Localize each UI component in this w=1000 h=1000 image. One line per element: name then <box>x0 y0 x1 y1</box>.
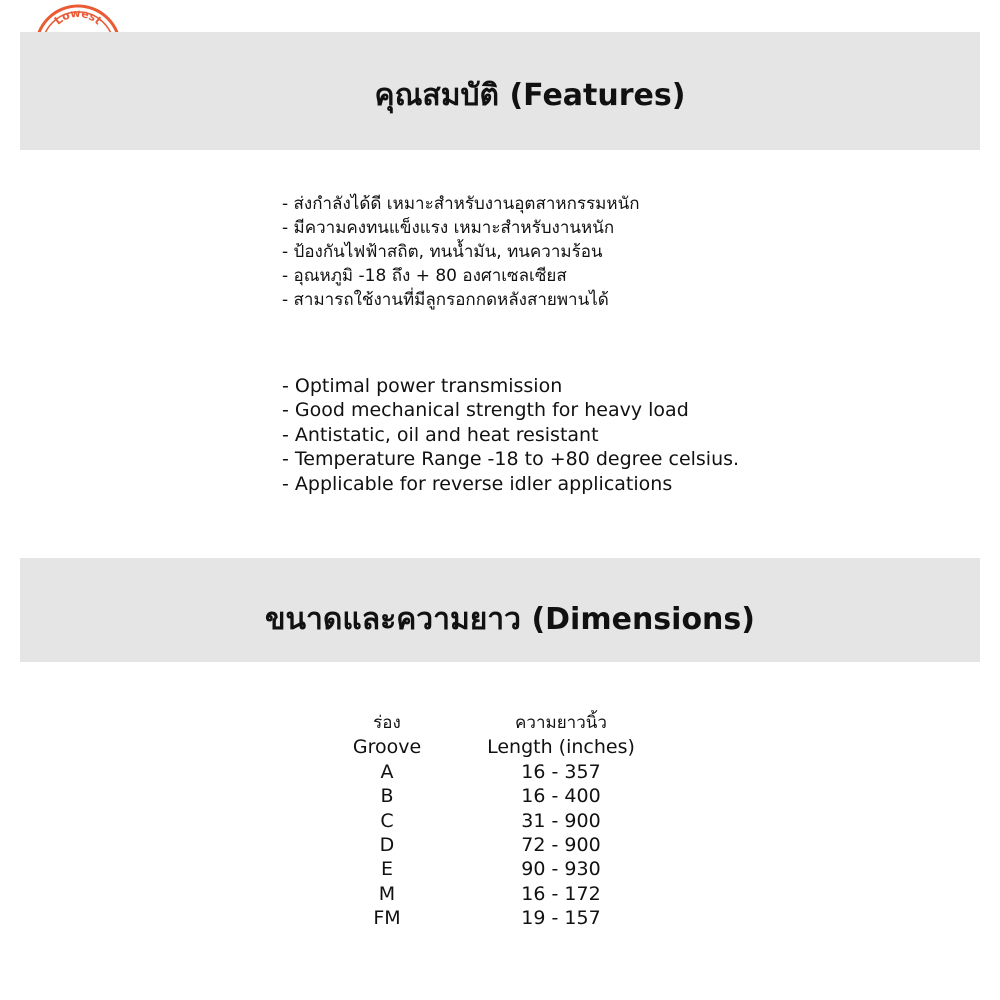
table-row <box>0 882 1000 906</box>
table-row <box>0 833 1000 857</box>
table-row <box>0 784 1000 808</box>
length-header-thai: ความยาวนิ้ว <box>515 713 607 733</box>
groove-cell: A <box>380 760 394 783</box>
table-row <box>0 906 1000 930</box>
dimensions-title: ขนาดและความยาว (Dimensions) <box>265 602 755 637</box>
features-list-thai <box>282 192 639 312</box>
table-row <box>0 857 1000 881</box>
groove-cell: E <box>380 858 393 881</box>
groove-cell: M <box>378 882 396 905</box>
table-row <box>0 809 1000 833</box>
list-item: - Antistatic, oil and heat resistant <box>282 423 599 446</box>
length-cell: 90 - 930 <box>521 858 601 881</box>
table-row <box>0 760 1000 784</box>
list-item: - ป้องกันไฟฟ้าสถิต, ทนน้ำมัน, ทนความร้อน <box>282 242 603 262</box>
features-header-band <box>20 32 980 150</box>
table-header-thai <box>0 711 1000 735</box>
list-item: - Applicable for reverse idler applications <box>282 472 673 495</box>
features-list-english <box>282 374 739 496</box>
features-title: คุณสมบัติ (Features) <box>374 78 686 113</box>
groove-header-thai: ร่อง <box>373 713 401 733</box>
groove-cell: B <box>380 785 394 808</box>
length-cell: 16 - 357 <box>521 760 601 783</box>
length-cell: 31 - 900 <box>521 809 601 832</box>
length-cell: 16 - 172 <box>521 882 601 905</box>
list-item: - Optimal power transmission <box>282 375 563 397</box>
list-item: - Good mechanical strength for heavy load <box>282 399 689 422</box>
list-item: - ส่งกำลังได้ดี เหมาะสำหรับงานอุตสาหกรรมหนัก <box>282 194 640 214</box>
badge-top-textpath: Lowest <box>51 6 105 28</box>
list-item: - อุณหภูมิ -18 ถึง + 80 องศาเซลเซียส <box>282 266 567 286</box>
groove-cell: C <box>380 809 394 832</box>
dimensions-header-band <box>20 558 980 662</box>
groove-cell: FM <box>373 907 401 930</box>
dimensions-table <box>0 711 1000 931</box>
table-header-english <box>0 735 1000 759</box>
length-header-english: Length (inches) <box>487 736 635 759</box>
list-item: - สามารถใช้งานที่มีลูกรอกกดหลังสายพานได้ <box>282 290 609 310</box>
length-cell: 16 - 400 <box>521 785 601 808</box>
list-item: - Temperature Range -18 to +80 degree celsius. <box>282 448 740 471</box>
length-cell: 19 - 157 <box>521 907 601 930</box>
groove-header-english: Groove <box>352 736 422 759</box>
length-cell: 72 - 900 <box>521 833 601 856</box>
groove-cell: D <box>379 833 395 856</box>
list-item: - มีความคงทนแข็งแรง เหมาะสำหรับงานหนัก <box>282 218 615 238</box>
